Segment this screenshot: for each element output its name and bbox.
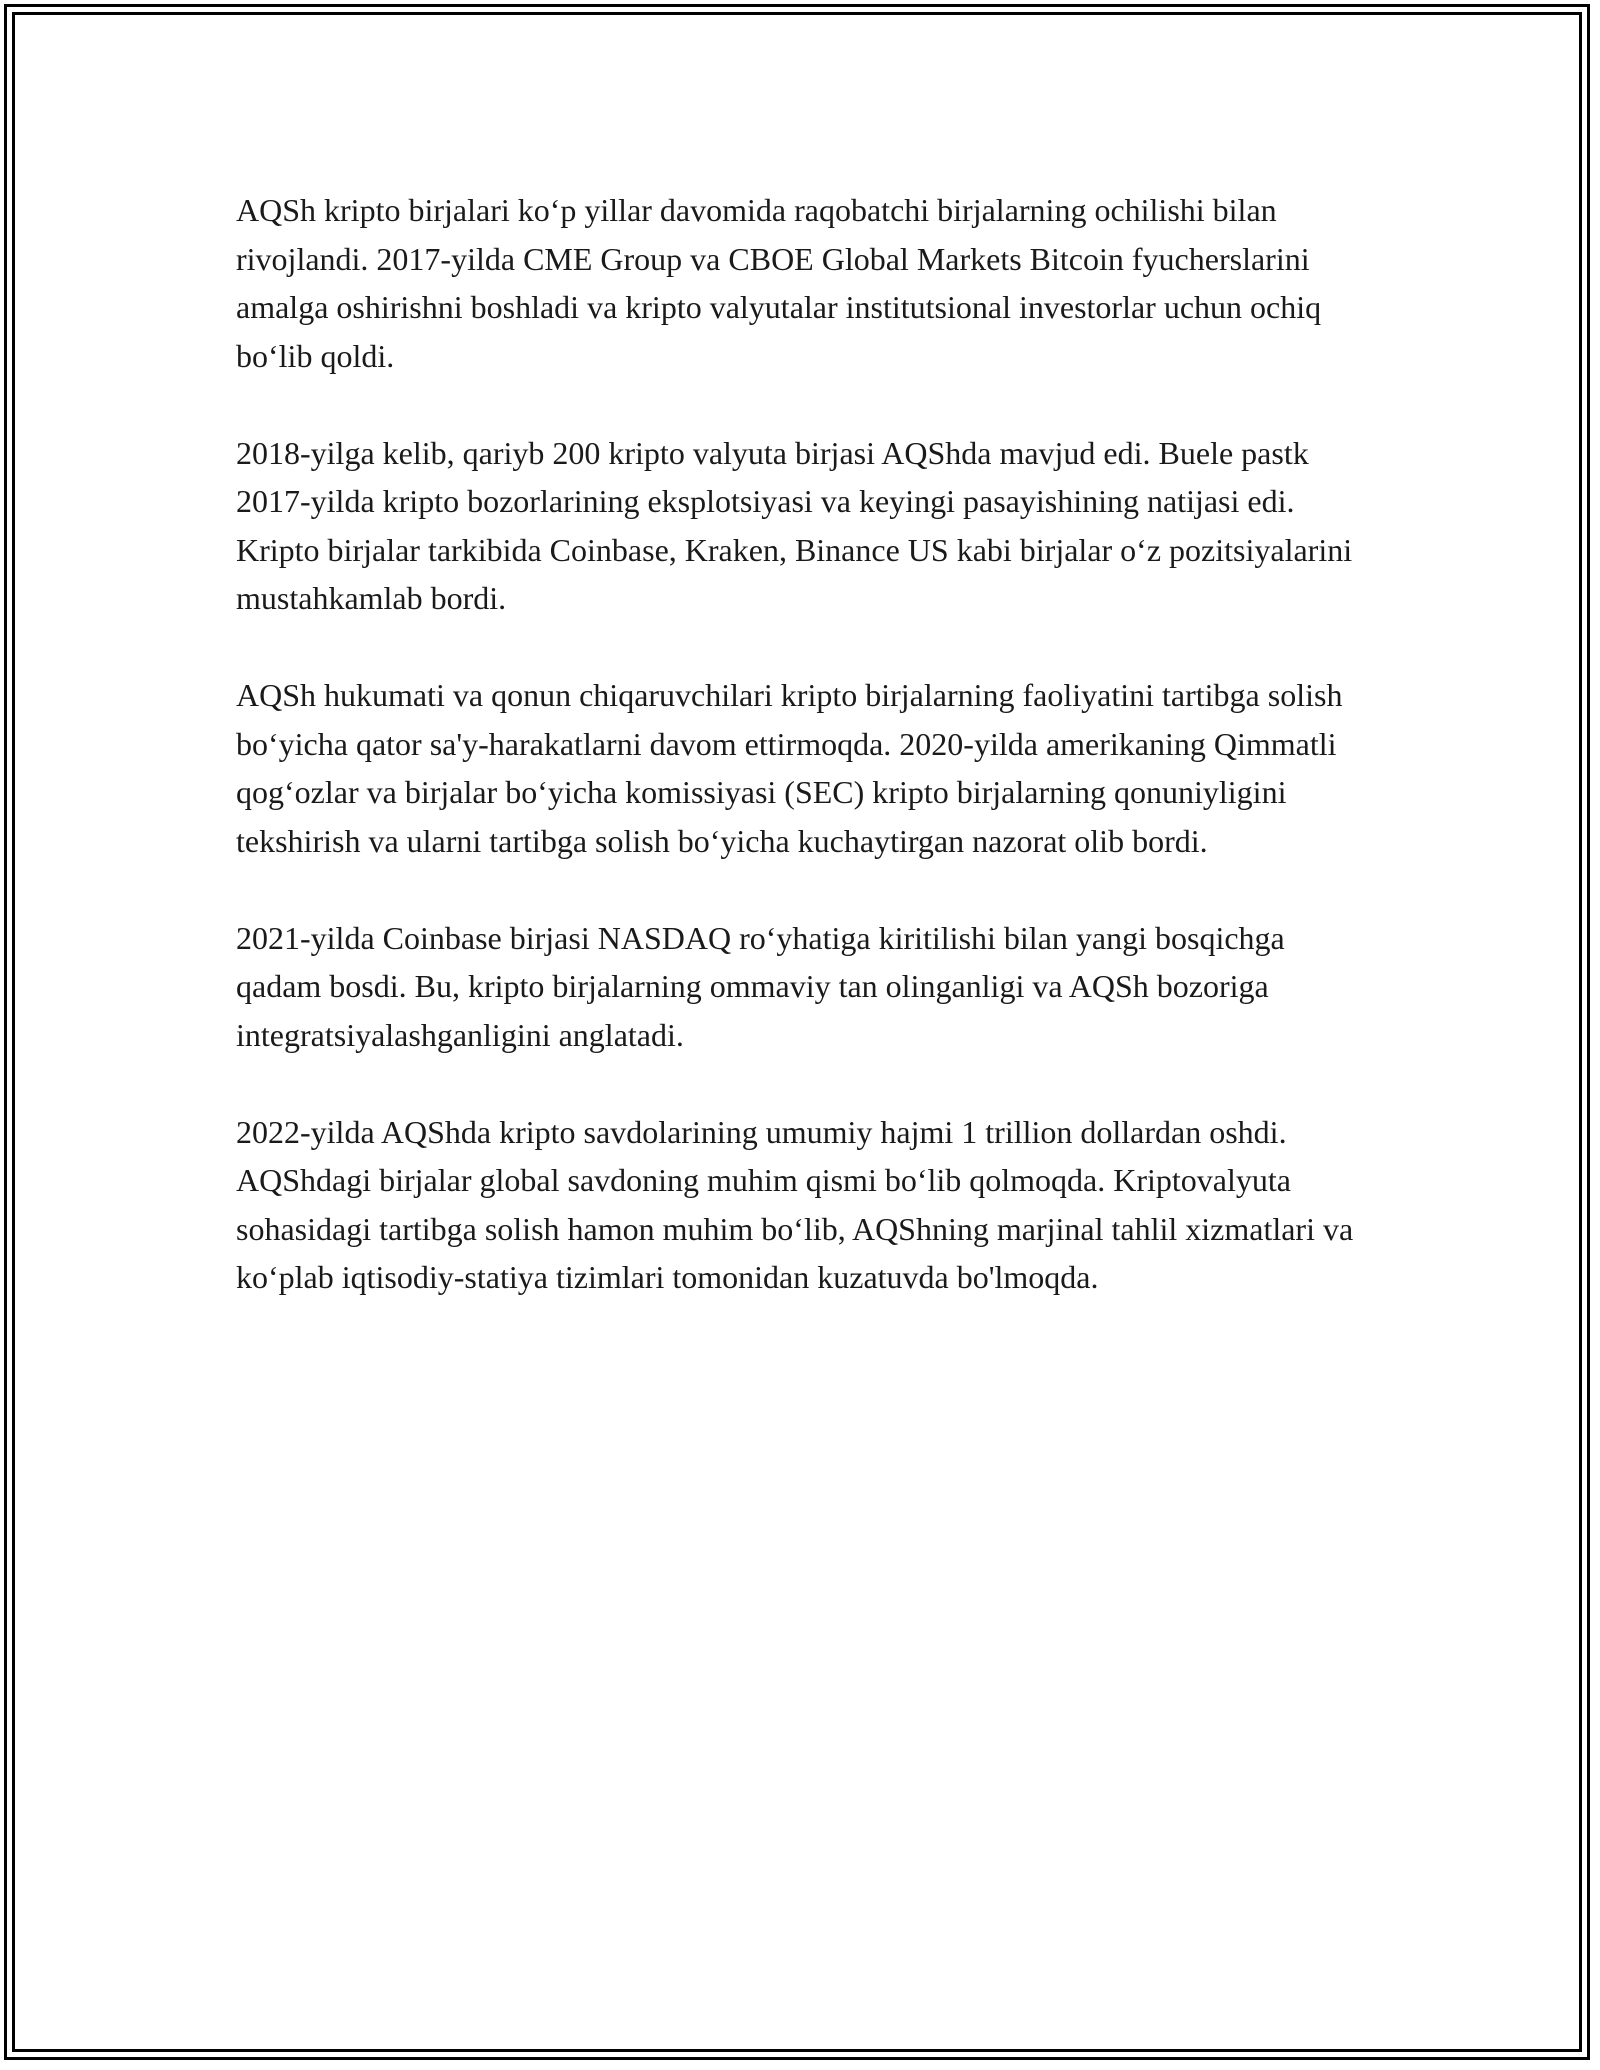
document-body (236, 186, 1366, 1350)
paragraph-1: AQSh kripto birjalari koʻp yillar davomida raqobatchi birjalarning ochilishi bilan rivojlandi. 2017-yilda CME Group va CBOE Global Markets Bitcoin fyucherslarini amalga oshirishni boshladi va kripto valyutalar institutsional investorlar uchun ochiq boʻlib qoldi. (236, 192, 1322, 374)
paragraph-5: 2022-yilda AQShda kripto savdolarining umumiy hajmi 1 trillion dollardan oshdi. AQShdagi birjalar global savdoning muhim qismi boʻlib qolmoqda. Kriptovalyuta sohasidagi tartibga solish hamon muhim boʻlib, AQShning marjinal tahlil xizmatlari va koʻplab iqtisodiy-statiya tizimlari tomonidan kuzatuvda bo'lmoqda. (236, 1113, 1354, 1295)
paragraph-4: 2021-yilda Coinbase birjasi NASDAQ roʻyhatiga kiritilishi bilan yangi bosqichga qadam bosdi. Bu, kripto birjalarning ommaviy tan olinganligi va AQSh bozoriga integratsiyalashganligini anglatadi. (236, 919, 1285, 1053)
paragraph-3: AQSh hukumati va qonun chiqaruvchilari kripto birjalarning faoliyatini tartibga solish boʻyicha qator sa'y-harakatlarni davom ettirmoqda. 2020-yilda amerikaning Qimmatli qogʻozlar va birjalar boʻyicha komissiyasi (SEC) kripto birjalarning qonuniyligini tekshirish va ularni tartibga solish boʻyicha kuchaytirgan nazorat olib bordi. (236, 677, 1343, 859)
paragraph-2: 2018-yilga kelib, qariyb 200 kripto valyuta birjasi AQShda mavjud edi. Buele pastk 2017-yilda kripto bozorlarining eksplotsiyasi va keyingi pasayishining natijasi edi. Kripto birjalar tarkibida Coinbase, Kraken, Binance US kabi birjalar oʻz pozitsiyalarini mustahkamlab bordi. (236, 434, 1353, 616)
